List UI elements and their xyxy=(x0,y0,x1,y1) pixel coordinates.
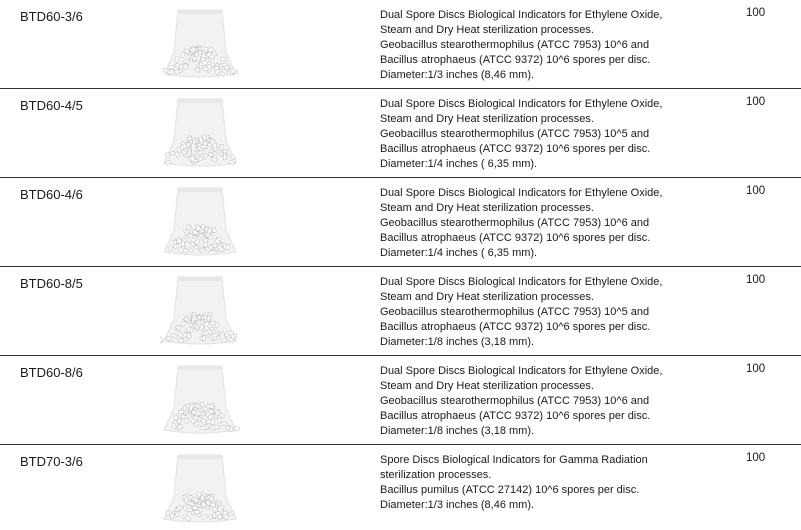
product-image[interactable] xyxy=(160,8,240,80)
product-description xyxy=(380,186,670,261)
description-line: Steam and Dry Heat sterilization processes. xyxy=(380,113,594,125)
description-line: Geobacillus stearothermophilus (ATCC 7953) 10^5 and xyxy=(380,306,650,318)
description-line: Bacillus atrophaeus (ATCC 9372) 10^6 spores per disc. xyxy=(380,54,651,66)
description-line: Spore Discs Biological Indicators for Gamma Radiation xyxy=(380,454,648,466)
description-line: Geobacillus stearothermophilus (ATCC 7953) 10^6 and xyxy=(380,395,650,407)
description-line: Bacillus atrophaeus (ATCC 9372) 10^6 spores per disc. xyxy=(380,321,651,333)
table-row xyxy=(0,0,801,89)
table-row xyxy=(0,89,801,178)
table-row xyxy=(0,178,801,267)
description-line: Bacillus pumilus (ATCC 27142) 10^6 spores per disc. xyxy=(380,484,640,496)
product-description xyxy=(380,97,670,172)
table-row xyxy=(0,267,801,356)
product-code: BTD60-8/5 xyxy=(20,276,83,291)
description-line: Diameter:1/3 inches (8,46 mm). xyxy=(380,69,535,81)
description-line: Diameter:1/4 inches ( 6,35 mm). xyxy=(380,158,538,170)
product-image[interactable] xyxy=(160,453,240,525)
description-line: Dual Spore Discs Biological Indicators for Ethylene Oxide, xyxy=(380,365,663,377)
product-code: BTD70-3/6 xyxy=(20,454,83,469)
product-quantity: 100 xyxy=(746,185,766,197)
description-line: Dual Spore Discs Biological Indicators for Ethylene Oxide, xyxy=(380,9,663,21)
description-line: Steam and Dry Heat sterilization processes. xyxy=(380,202,594,214)
description-line: Geobacillus stearothermophilus (ATCC 7953) 10^6 and xyxy=(380,39,650,51)
description-line: Dual Spore Discs Biological Indicators for Ethylene Oxide, xyxy=(380,276,663,288)
product-description xyxy=(380,275,670,350)
description-line: Steam and Dry Heat sterilization processes. xyxy=(380,291,594,303)
product-quantity: 100 xyxy=(746,274,766,286)
description-line: Bacillus atrophaeus (ATCC 9372) 10^6 spores per disc. xyxy=(380,232,651,244)
product-code: BTD60-4/5 xyxy=(20,98,83,113)
description-line: Geobacillus stearothermophilus (ATCC 7953) 10^5 and xyxy=(380,128,650,140)
product-image[interactable] xyxy=(160,275,240,347)
description-line: Diameter:1/4 inches ( 6,35 mm). xyxy=(380,247,538,259)
table-row xyxy=(0,445,801,527)
product-quantity: 100 xyxy=(746,96,766,108)
description-line: sterilization processes. xyxy=(380,469,492,481)
description-line: Steam and Dry Heat sterilization processes. xyxy=(380,380,594,392)
product-quantity: 100 xyxy=(746,7,766,19)
product-image[interactable] xyxy=(160,364,240,436)
description-line: Diameter:1/3 inches (8,46 mm). xyxy=(380,499,535,511)
product-code: BTD60-3/6 xyxy=(20,9,83,24)
product-code: BTD60-4/6 xyxy=(20,187,83,202)
product-image[interactable] xyxy=(160,186,240,258)
description-line: Dual Spore Discs Biological Indicators for Ethylene Oxide, xyxy=(380,98,663,110)
product-description xyxy=(380,453,670,513)
product-image[interactable] xyxy=(160,97,240,169)
product-quantity: 100 xyxy=(746,363,766,375)
description-line: Bacillus atrophaeus (ATCC 9372) 10^6 spores per disc. xyxy=(380,410,651,422)
description-line: Dual Spore Discs Biological Indicators for Ethylene Oxide, xyxy=(380,187,663,199)
description-line: Diameter:1/8 inches (3,18 mm). xyxy=(380,425,535,437)
description-line: Bacillus atrophaeus (ATCC 9372) 10^6 spores per disc. xyxy=(380,143,651,155)
description-line: Geobacillus stearothermophilus (ATCC 7953) 10^6 and xyxy=(380,217,650,229)
product-description xyxy=(380,364,670,439)
product-code: BTD60-8/6 xyxy=(20,365,83,380)
description-line: Steam and Dry Heat sterilization processes. xyxy=(380,24,594,36)
product-quantity: 100 xyxy=(746,452,766,464)
table-row xyxy=(0,356,801,445)
product-description xyxy=(380,8,670,83)
description-line: Diameter:1/8 inches (3,18 mm). xyxy=(380,336,535,348)
